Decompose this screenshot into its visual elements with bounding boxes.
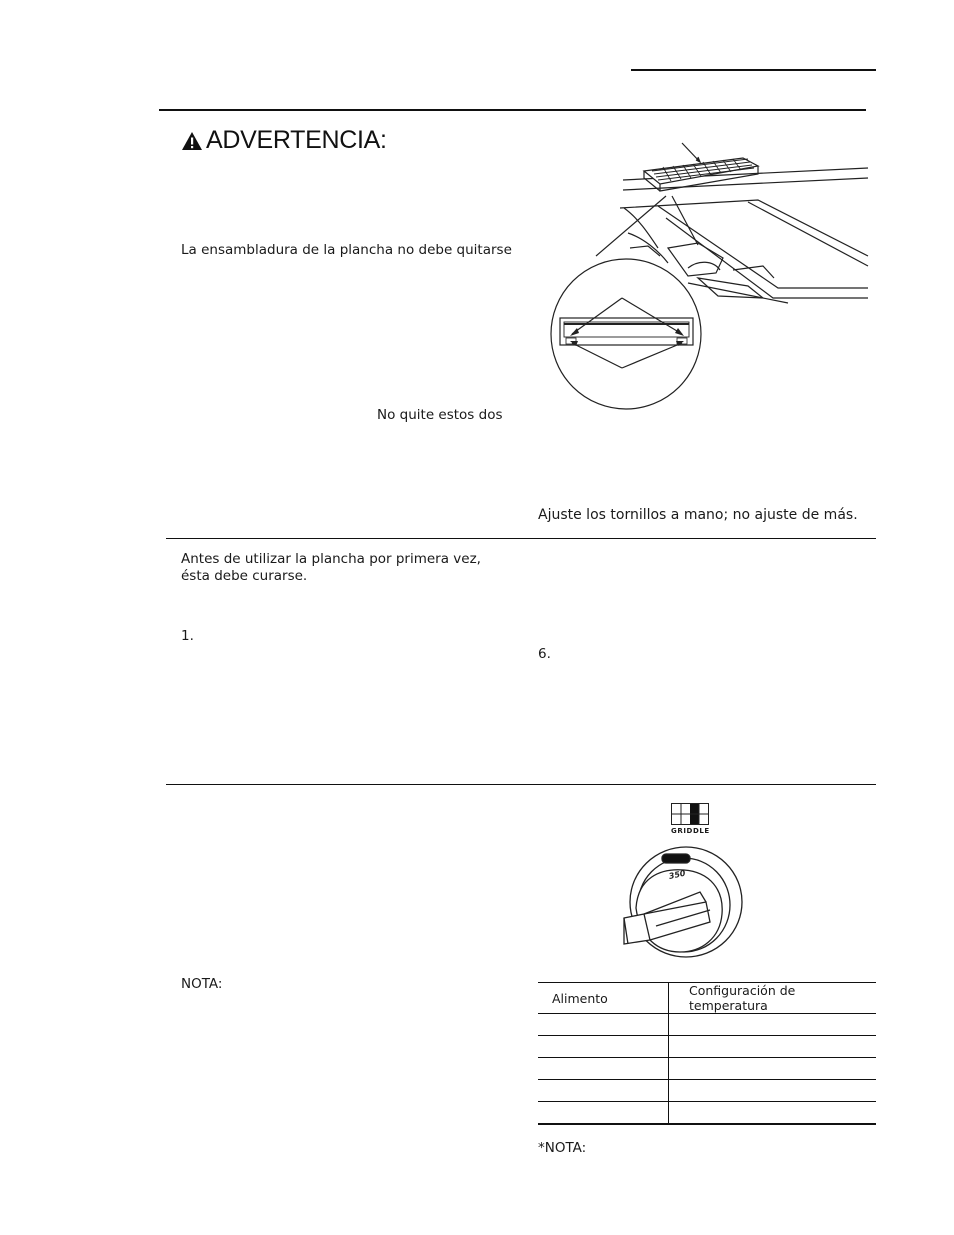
table-cell xyxy=(669,1080,877,1102)
table-note: *NOTA: xyxy=(538,1140,587,1156)
curing-intro-line-2: ésta debe curarse. xyxy=(181,568,308,584)
table-cell xyxy=(538,1102,669,1125)
knob-setting: 350 xyxy=(668,868,687,881)
table-row xyxy=(538,1036,876,1058)
column-header-food: Alimento xyxy=(538,983,669,1014)
table-row xyxy=(538,1058,876,1080)
curing-step-6: 6. xyxy=(538,646,551,662)
table-row xyxy=(538,1102,876,1125)
table-row xyxy=(538,1014,876,1036)
figure-caption: Ajuste los tornillos a mano; no ajuste de más. xyxy=(538,507,858,523)
knob-label: GRIDDLE xyxy=(671,827,710,835)
griddle-assembly-illustration xyxy=(548,138,870,410)
warning-triangle-icon xyxy=(181,131,203,151)
curing-step-1: 1. xyxy=(181,628,194,644)
section-rule-2 xyxy=(166,784,876,785)
temperature-table xyxy=(538,982,876,1125)
table-cell xyxy=(669,1014,877,1036)
table-cell xyxy=(538,1036,669,1058)
note-left: NOTA: xyxy=(181,976,223,992)
warning-heading xyxy=(181,126,387,155)
header-long-rule xyxy=(159,109,866,111)
table-cell xyxy=(669,1036,877,1058)
table-header-row xyxy=(538,983,876,1014)
section-rule-1 xyxy=(166,538,876,539)
griddle-symbol-icon xyxy=(671,803,709,825)
table-row xyxy=(538,1080,876,1102)
table-cell xyxy=(669,1102,877,1125)
table-cell xyxy=(669,1058,877,1080)
column-header-temperature: Configuración de temperatura xyxy=(669,983,877,1014)
warning-text-2: No quite estos dos xyxy=(377,407,503,423)
table-cell xyxy=(538,1014,669,1036)
warning-text-1: La ensambladura de la plancha no debe quitarse xyxy=(181,242,512,258)
curing-intro-line-1: Antes de utilizar la plancha por primera vez, xyxy=(181,551,481,567)
table-cell xyxy=(538,1080,669,1102)
griddle-control-knob xyxy=(614,838,746,960)
header-short-rule xyxy=(631,69,876,71)
table-cell xyxy=(538,1058,669,1080)
warning-title: ADVERTENCIA: xyxy=(206,126,387,154)
